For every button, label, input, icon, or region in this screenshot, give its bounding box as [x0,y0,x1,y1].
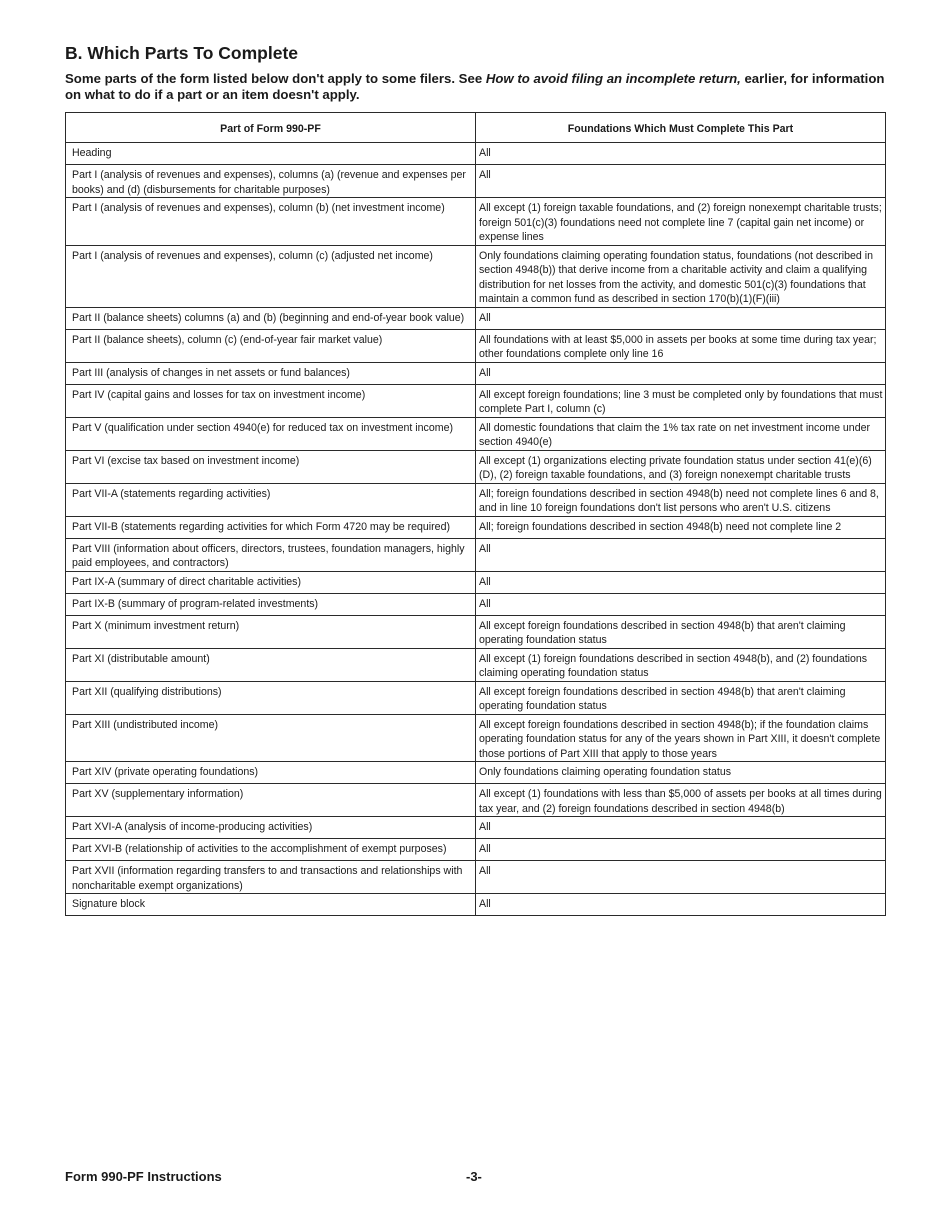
cell-required-foundations: All except (1) foreign taxable foundations, and (2) foreign nonexempt charitable trusts; foreign 501(c)(3) foundations need not complete line 7 (capital gain net income) or expense lines [476,198,886,246]
table-row [66,714,886,762]
cell-form-part: Part V (qualification under section 4940(e) for reduced tax on investment income) [66,417,476,450]
cell-required-foundations: All [476,143,886,165]
cell-form-part: Part XIV (private operating foundations) [66,762,476,784]
table-row [66,861,886,894]
cell-required-foundations: All except foreign foundations described in section 4948(b); if the foundation claims operating foundation status for any of the years shown in Part XIII, it doesn't complete those portions of Part XIII that apply to those years [476,714,886,762]
parts-table [65,112,886,916]
intro-reference-title: How to avoid filing an incomplete return, [485,71,741,86]
cell-form-part: Part VI (excise tax based on investment income) [66,450,476,483]
cell-required-foundations: All domestic foundations that claim the 1% tax rate on net investment income under section 4940(e) [476,417,886,450]
header-foundations: Foundations Which Must Complete This Part [476,113,886,143]
cell-form-part: Signature block [66,894,476,916]
cell-required-foundations: All except (1) foundations with less than $5,000 of assets per books at all times during tax year, and (2) foreign foundations described in section 4948(b) [476,784,886,817]
cell-form-part: Part VIII (information about officers, directors, trustees, foundation managers, highly paid employees, and contractors) [66,538,476,571]
intro-text-after: earlier, for information on what to do if a part or an item doesn't apply. [65,71,885,102]
cell-required-foundations: All [476,165,886,198]
table-row [66,165,886,198]
cell-form-part: Part X (minimum investment return) [66,615,476,648]
cell-required-foundations: All [476,894,886,916]
intro-paragraph [65,71,885,103]
cell-form-part: Part VII-B (statements regarding activities for which Form 4720 may be required) [66,516,476,538]
cell-required-foundations: Only foundations claiming operating foundation status [476,762,886,784]
table-header-row [66,113,886,143]
cell-form-part: Part IV (capital gains and losses for tax on investment income) [66,384,476,417]
cell-required-foundations: All; foreign foundations described in section 4948(b) need not complete lines 6 and 8, and in line 10 foreign foundations don't list persons who aren't U.S. citizens [476,483,886,516]
table-row [66,307,886,329]
cell-required-foundations: All [476,571,886,593]
table-row [66,571,886,593]
table-row [66,681,886,714]
table-row [66,450,886,483]
header-part-of-form: Part of Form 990-PF [66,113,476,143]
cell-required-foundations: All [476,538,886,571]
table-row [66,384,886,417]
table-row [66,516,886,538]
cell-required-foundations: All except foreign foundations described in section 4948(b) that aren't claiming operating foundation status [476,681,886,714]
cell-form-part: Part XIII (undistributed income) [66,714,476,762]
parts-table-body [66,143,886,916]
intro-text-before: Some parts of the form listed below don't apply to some filers. See [65,71,486,86]
cell-required-foundations: All foundations with at least $5,000 in assets per books at some time during tax year; other foundations complete only line 16 [476,329,886,362]
cell-form-part: Part IX-A (summary of direct charitable activities) [66,571,476,593]
table-row [66,483,886,516]
table-row [66,362,886,384]
cell-form-part: Part I (analysis of revenues and expenses), columns (a) (revenue and expenses per books) and (d) (disbursements for charitable purposes) [66,165,476,198]
cell-form-part: Part IX-B (summary of program-related investments) [66,593,476,615]
table-row [66,329,886,362]
cell-form-part: Part III (analysis of changes in net assets or fund balances) [66,362,476,384]
cell-form-part: Part I (analysis of revenues and expenses), column (b) (net investment income) [66,198,476,246]
cell-required-foundations: All; foreign foundations described in section 4948(b) need not complete line 2 [476,516,886,538]
table-row [66,817,886,839]
cell-required-foundations: All [476,362,886,384]
table-row [66,417,886,450]
cell-form-part: Part XVI-B (relationship of activities to the accomplishment of exempt purposes) [66,839,476,861]
table-row [66,762,886,784]
table-row [66,784,886,817]
table-row [66,648,886,681]
cell-required-foundations: All [476,839,886,861]
table-row [66,894,886,916]
cell-form-part: Part XVI-A (analysis of income-producing activities) [66,817,476,839]
table-row [66,198,886,246]
cell-required-foundations: All except (1) organizations electing private foundation status under section 41(e)(6)(D), (2) foreign taxable foundations, and (3) foreign nonexempt charitable trusts [476,450,886,483]
cell-required-foundations: All except foreign foundations described in section 4948(b) that aren't claiming operating foundation status [476,615,886,648]
cell-form-part: Part XI (distributable amount) [66,648,476,681]
table-row [66,143,886,165]
cell-required-foundations: All [476,861,886,894]
table-row [66,593,886,615]
cell-form-part: Part I (analysis of revenues and expenses), column (c) (adjusted net income) [66,245,476,307]
cell-form-part: Part XVII (information regarding transfers to and transactions and relationships with noncharitable exempt organizations) [66,861,476,894]
cell-form-part: Part II (balance sheets), column (c) (end-of-year fair market value) [66,329,476,362]
cell-required-foundations: Only foundations claiming operating foundation status, foundations (not described in section 4948(b)) that derive income from a charitable activity and claim a qualifying distribution for net losses from the activity, and domestic 501(c)(3) foundations that maintain a common fund as described in section 170(b)(1)(F)(iii) [476,245,886,307]
cell-form-part: Part XV (supplementary information) [66,784,476,817]
cell-required-foundations: All [476,593,886,615]
cell-form-part: Part II (balance sheets) columns (a) and (b) (beginning and end-of-year book value) [66,307,476,329]
table-row [66,538,886,571]
footer-form-name: Form 990-PF Instructions [65,1169,222,1184]
cell-required-foundations: All except foreign foundations; line 3 must be completed only by foundations that must complete Part I, column (c) [476,384,886,417]
cell-required-foundations: All except (1) foreign foundations described in section 4948(b), and (2) foundations claiming operating foundation status [476,648,886,681]
cell-required-foundations: All [476,307,886,329]
footer-page-number: -3- [466,1169,482,1184]
table-row [66,245,886,307]
cell-form-part: Part XII (qualifying distributions) [66,681,476,714]
table-row [66,839,886,861]
cell-form-part: Part VII-A (statements regarding activities) [66,483,476,516]
section-title: B. Which Parts To Complete [65,43,299,63]
cell-required-foundations: All [476,817,886,839]
table-row [66,615,886,648]
cell-form-part: Heading [66,143,476,165]
